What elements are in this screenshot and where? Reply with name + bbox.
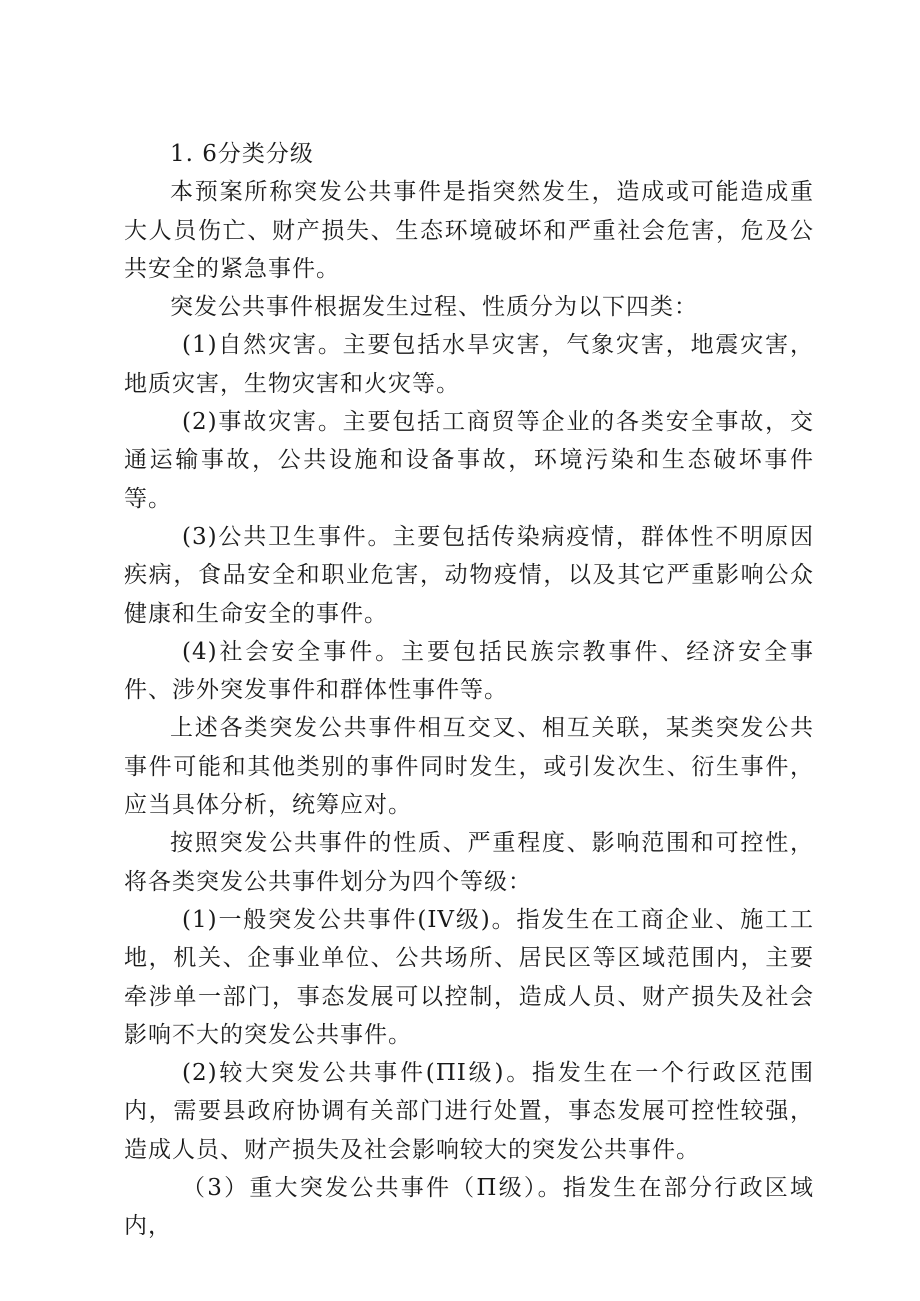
paragraph-public-health: (3)公共卫生事件。主要包括传染病疫情，群体性不明原因疾病，食品安全和职业危害，动物疫情，以及其它严重影响公众健康和生命安全的事件。 <box>124 523 814 627</box>
paragraph-natural-disaster: (1)自然灾害。主要包括水旱灾害，气象灾害，地震灾害，地质灾害，生物灾害和火灾等。 <box>124 332 814 397</box>
paragraph-accident-disaster: (2)事故灾害。主要包括工商贸等企业的各类安全事故，交通运输事故，公共设施和设备事故，环境污染和生态破坏事件等。 <box>124 409 814 512</box>
paragraph-categories-intro: 突发公共事件根据发生过程、性质分为以下四类： <box>170 294 698 321</box>
paragraph-definition: 本预案所称突发公共事件是指突然发生，造成或可能造成重大人员伤亡、财产损失、生态环境破坏和严重社会危害，危及公共安全的紧急事件。 <box>124 179 814 282</box>
section-heading: 1. 6分类分级 <box>170 141 314 167</box>
paragraph-levels-intro: 按照突发公共事件的性质、严重程度、影响范围和可控性，将各类突发公共事件划分为四个等级： <box>124 830 814 895</box>
paragraph-level-iv: (1)一般突发公共事件(IV级)。指发生在工商企业、施工工地，机关、企事业单位、公共场所、居民区等区域范围内，主要牵涉单一部门，事态发展可以控制，造成人员、财产损失及社会影响不大的突发公共事件。 <box>124 906 814 1048</box>
paragraph-interrelation: 上述各类突发公共事件相互交叉、相互关联，某类突发公共事件可能和其他类别的事件同时发生，或引发次生、衍生事件，应当具体分析，统筹应对。 <box>124 715 814 819</box>
paragraph-social-security: (4)社会安全事件。主要包括民族宗教事件、经济安全事件、涉外突发事件和群体性事件等。 <box>124 638 814 704</box>
paragraph-level-ii: （3）重大突发公共事件（Π级）。指发生在部分行政区域内， <box>124 1175 814 1240</box>
paragraph-level-iii: (2)较大突发公共事件(ΠI级)。指发生在一个行政区范围内，需要县政府协调有关部门进行处置，事态发展可控性较强，造成人员、财产损失及社会影响较大的突发公共事件。 <box>124 1060 814 1163</box>
document-body <box>124 135 814 1246</box>
